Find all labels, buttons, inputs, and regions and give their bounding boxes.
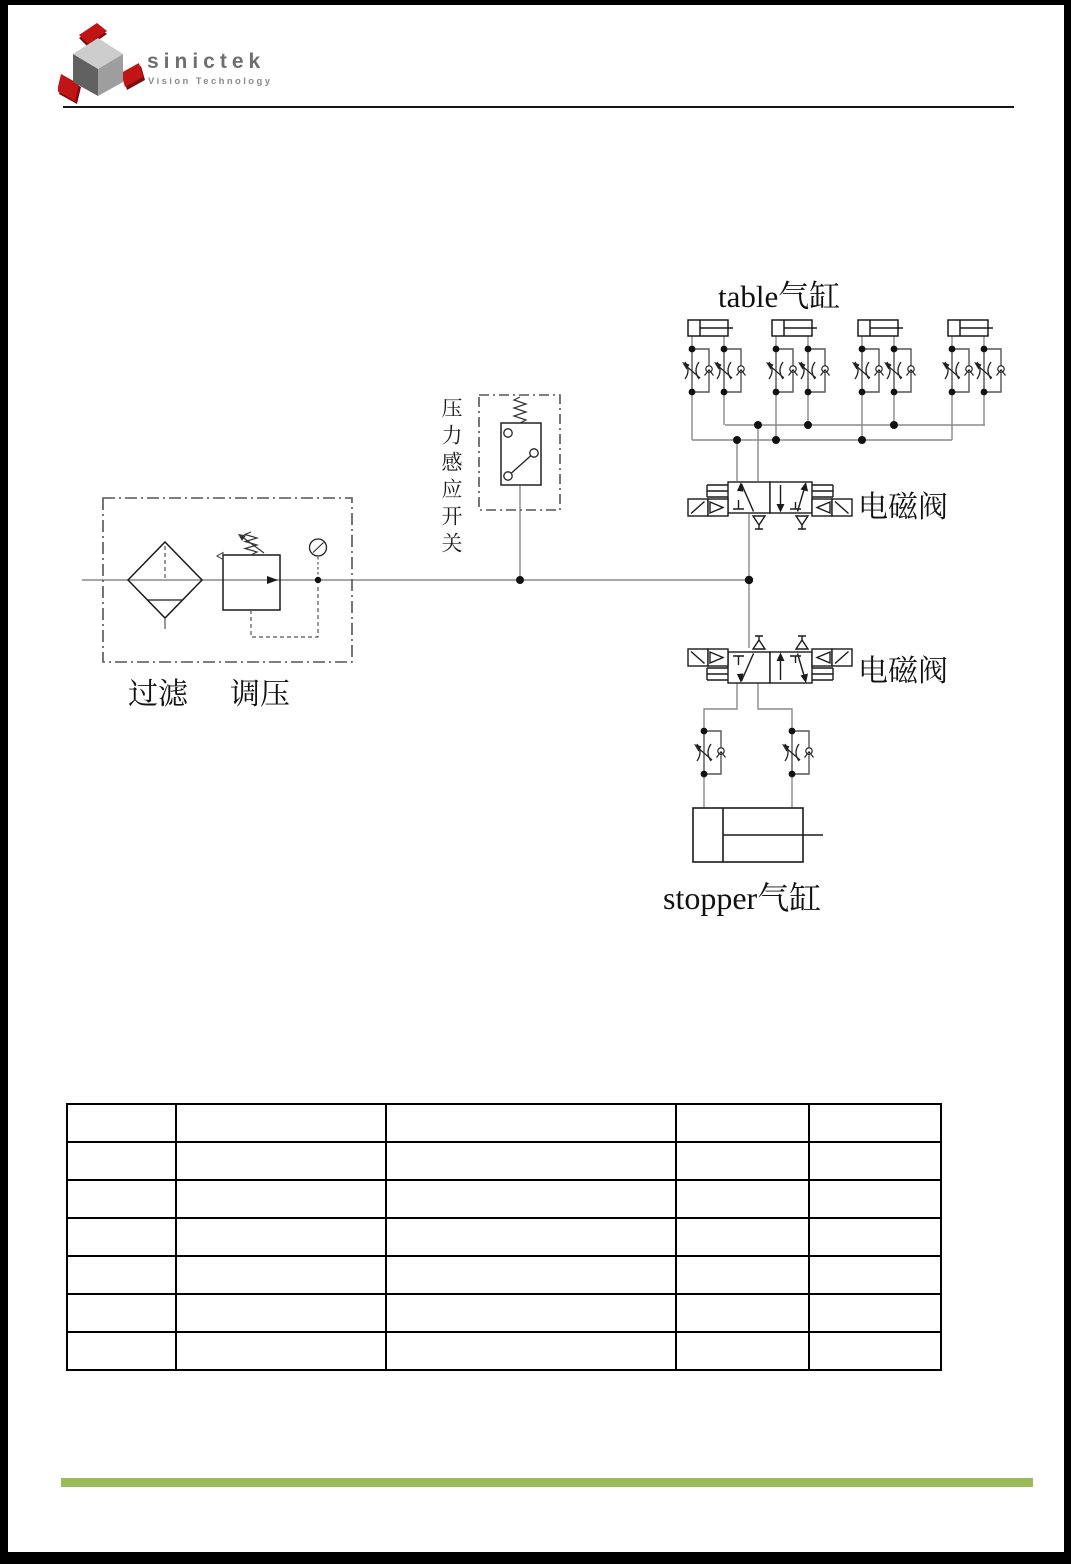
table-cylinder-4 <box>948 320 993 336</box>
table-cell <box>67 1294 176 1332</box>
table-cylinder-3 <box>858 320 903 336</box>
table-cell <box>386 1104 676 1142</box>
table-cell <box>676 1142 809 1180</box>
label-regulator: 调压 <box>230 678 290 711</box>
table-cell <box>176 1294 386 1332</box>
flow-control-valve <box>852 346 884 396</box>
table-cell <box>176 1142 386 1180</box>
table-cell <box>809 1294 941 1332</box>
air-lines <box>82 336 985 808</box>
table-cell <box>676 1104 809 1142</box>
table-row <box>67 1332 941 1370</box>
table-cell <box>176 1256 386 1294</box>
flow-control-valve <box>884 346 916 396</box>
table-cell <box>386 1256 676 1294</box>
table-cell <box>386 1218 676 1256</box>
flow-control-valve <box>766 346 798 396</box>
table-cylinder-2 <box>772 320 817 336</box>
table-cell <box>676 1332 809 1370</box>
spec-table <box>66 1103 942 1371</box>
table-cylinder-group <box>682 320 1006 395</box>
label-stopper-cylinder: stopper气缸 <box>663 880 822 916</box>
table-cell <box>176 1218 386 1256</box>
table-cell <box>676 1218 809 1256</box>
label-filter: 过滤 <box>128 678 188 711</box>
regulator-icon <box>223 555 280 610</box>
stopper-cylinder-group <box>693 728 823 862</box>
table-cell <box>676 1180 809 1218</box>
table-row <box>67 1218 941 1256</box>
flow-control-valve <box>974 346 1006 396</box>
label-solenoid-valve-top: 电磁阀 <box>858 491 948 524</box>
table-cylinder-1 <box>688 320 733 336</box>
solenoid-valve-upper <box>688 482 852 529</box>
table-cell <box>809 1332 941 1370</box>
table-cell <box>176 1104 386 1142</box>
label-pressure-switch: 压力感应开关 <box>439 397 463 559</box>
table-row <box>67 1142 941 1180</box>
table-cell <box>809 1104 941 1142</box>
table-cell <box>67 1332 176 1370</box>
table-cell <box>386 1332 676 1370</box>
table-row <box>67 1256 941 1294</box>
flow-control-valve <box>782 728 814 778</box>
table-row <box>67 1104 941 1142</box>
page-border-bottom <box>0 1552 1071 1564</box>
flow-control-valve <box>694 728 726 778</box>
table-cell <box>809 1256 941 1294</box>
table-cell <box>67 1218 176 1256</box>
solenoid-valve-lower <box>688 636 852 683</box>
table-row <box>67 1294 941 1332</box>
brand-tagline: Vision Technology <box>148 76 273 87</box>
flow-control-valve <box>798 346 830 396</box>
table-row <box>67 1180 941 1218</box>
table-cell <box>67 1104 176 1142</box>
label-table-cylinders: table气缸 <box>718 279 841 314</box>
flow-control-valve <box>682 346 714 396</box>
table-cell <box>676 1256 809 1294</box>
table-cell <box>809 1142 941 1180</box>
table-cell <box>676 1294 809 1332</box>
table-cell <box>809 1180 941 1218</box>
table-cell <box>386 1142 676 1180</box>
footer-accent-bar <box>61 1478 1033 1487</box>
brand-name: sinictek <box>147 50 266 73</box>
table-cell <box>176 1180 386 1218</box>
table-cell <box>67 1180 176 1218</box>
table-cell <box>386 1180 676 1218</box>
flow-control-valve <box>942 346 974 396</box>
table-cell <box>386 1294 676 1332</box>
table-cell <box>67 1256 176 1294</box>
label-solenoid-valve-bottom: 电磁阀 <box>858 655 948 688</box>
table-cell <box>809 1218 941 1256</box>
flow-control-valve <box>714 346 746 396</box>
table-cell <box>67 1142 176 1180</box>
table-cell <box>176 1332 386 1370</box>
